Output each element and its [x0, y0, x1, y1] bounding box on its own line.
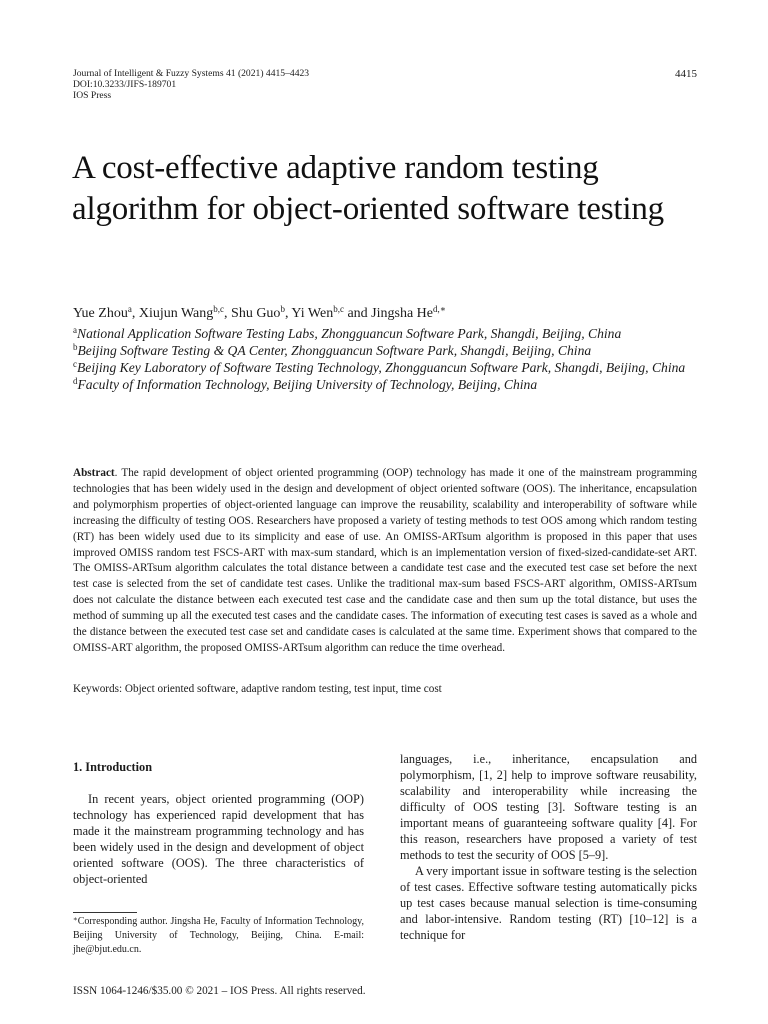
- author-affiliation-mark: b: [280, 304, 285, 314]
- footnote-rule: [73, 912, 137, 913]
- affiliation-mark: d: [73, 376, 78, 386]
- affiliation-d: [73, 376, 537, 393]
- affiliation-text: Faculty of Information Technology, Beijing University of Technology, Beijing, China: [77, 377, 538, 392]
- author-separator: ,: [284, 306, 292, 321]
- affiliation-c: [73, 359, 685, 376]
- author-name: Shu Guo: [231, 306, 281, 321]
- affiliation-mark: a: [73, 325, 77, 335]
- introduction-paragraph-1: In recent years, object oriented programming (OOP) technology has experienced rapid development that has made it the mainstream programming technology and has been widely used in the design and development of object oriented software (OOS). The three characteristics of object-oriented: [73, 792, 364, 886]
- author-affiliation-mark: b,c: [333, 304, 344, 314]
- journal-citation: Journal of Intelligent & Fuzzy Systems 41 (2021) 4415–4423: [73, 68, 310, 79]
- introduction-paragraph-continued: languages, i.e., inheritance, encapsulation and polymorphism, [1, 2] help to improve software reusability, scalability and interoperability while increasing the difficulty of OOS testing [3]. Software testing is an important means of guaranteeing software quality [4]. For this reason, researchers have proposed a variety of test methods to test the security of OOS [5–9].: [400, 752, 697, 862]
- footnote-text: Corresponding author. Jingsha He, Faculty of Information Technology, Beijing University of Technology, Beijing, China. E-mail: jhe@bjut.edu.cn.: [73, 916, 364, 955]
- doi-line: DOI:10.3233/JIFS-189701: [73, 79, 177, 91]
- journal-header: [73, 68, 309, 102]
- footnote: [73, 915, 364, 956]
- section-heading-introduction: 1. Introduction: [73, 760, 153, 774]
- author-affiliation-mark: b,c: [213, 304, 225, 314]
- author-separator: ,: [224, 306, 232, 321]
- right-column: [400, 751, 697, 943]
- footnote-mark: ∗: [73, 915, 78, 923]
- left-column: [73, 791, 364, 887]
- author-name: Yue Zhou: [73, 306, 128, 321]
- affiliation-text: Beijing Software Testing & QA Center, Zhongguancun Software Park, Shangdi, Beijing, China: [77, 343, 592, 358]
- abstract-text: . The rapid development of object oriented programming (OOP) technology has made it one of the mainstream programming technologies that has been widely used in the design and development of object oriented software (OOS). The inheritance, encapsulation and polymorphism properties of object-oriented language can improve the reusability, scalability and interoperability of software while increasing the difficulty of testing OOS. Researchers have proposed a variety of testing methods to test OOS among which random testing (RT) has been widely used due to its simplicity and ease of use. An OMISS-ARTsum algorithm is proposed in this paper that uses improved OMISS random test FSCS-ART with max-sum standard, which is an implementation version of fixed-sized-candidate-set ART. The OMISS-ARTsum algorithm calculates the total distance between a candidate test case and the executed test case set before the next test case is selected from the set of candidate test cases. Unlike the traditional max-sum based FSCS-ART algorithm, OMISS-ARTsum does not calculate the distance between each executed test case and the candidate case and then sum up the total distance, but uses the method of summing up all the executed test cases and the candidate cases. The information of executing test cases is saved as a whole and the distance between the executed test case set and candidate cases is calculated at the same time. Experiment shows that compared to the OMISS-ART algorithm, the proposed OMISS-ARTsum algorithm can reduce the time overhead.: [73, 467, 697, 654]
- issn-line: ISSN 1064-1246/$35.00 © 2021 – IOS Press. All rights reserved.: [73, 985, 366, 997]
- abstract-label: Abstract: [73, 467, 115, 479]
- paper-title: A cost-effective adaptive random testing algorithm for object-oriented software testing: [72, 150, 664, 227]
- publisher-line: IOS Press: [73, 90, 112, 102]
- author-name: Jingsha He: [371, 306, 433, 321]
- author-separator: and: [343, 306, 372, 321]
- author-name: Xiujun Wang: [138, 306, 214, 321]
- affiliation-text: Beijing Key Laboratory of Software Testing Technology, Zhongguancun Software Park, Shangdi, Beijing, China: [77, 360, 686, 375]
- author-affiliation-mark: d,∗: [433, 304, 446, 314]
- affiliation-mark: b: [73, 342, 78, 352]
- affiliation-a: [73, 325, 621, 342]
- keywords: Keywords: Object oriented software, adaptive random testing, test input, time cost: [73, 683, 442, 695]
- introduction-paragraph-2: A very important issue in software testing is the selection of test cases. Effective software testing automatically picks up test cases because manual selection is time-consuming and labor-intensive. Random testing (RT) [10–12] is a technique for: [400, 864, 697, 942]
- author-affiliation-mark: a: [127, 304, 132, 314]
- page-number: 4415: [675, 68, 697, 80]
- author-list: [73, 305, 446, 322]
- abstract: [73, 466, 697, 657]
- author-separator: ,: [131, 306, 139, 321]
- affiliation-mark: c: [73, 359, 77, 369]
- author-name: Yi Wen: [291, 306, 334, 321]
- affiliation-b: [73, 342, 591, 359]
- affiliation-text: National Application Software Testing Labs, Zhongguancun Software Park, Shangdi, Beijing, China: [77, 326, 622, 341]
